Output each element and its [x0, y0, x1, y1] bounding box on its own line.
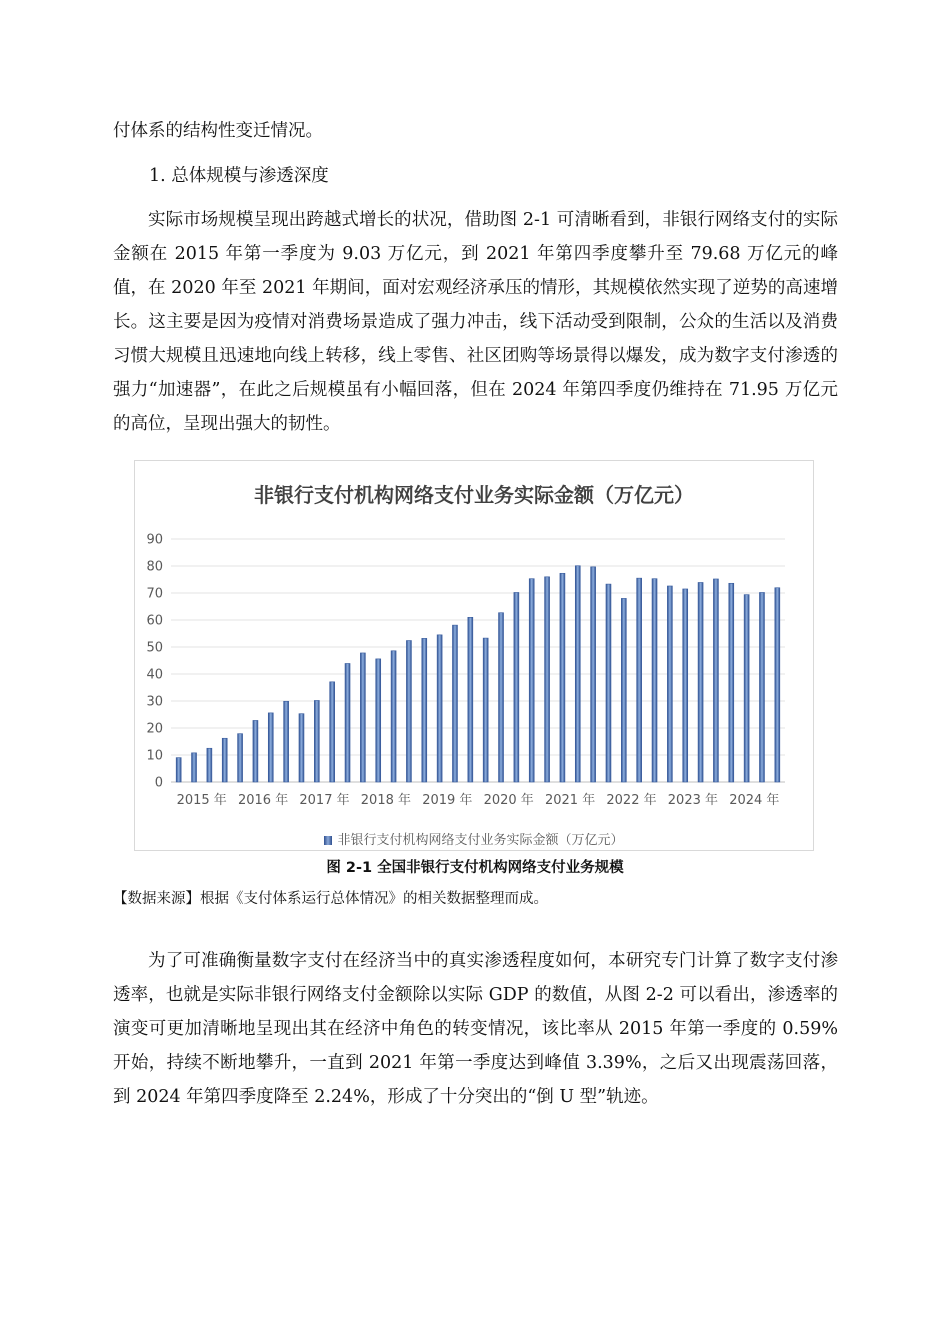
bar	[729, 583, 734, 782]
bar	[468, 617, 473, 782]
x-year-label: 2015 年	[176, 793, 227, 808]
bar	[759, 592, 764, 782]
bar	[192, 753, 197, 782]
bar	[744, 595, 749, 782]
bar	[176, 758, 181, 782]
y-tick-label: 50	[146, 640, 163, 656]
chart-title: 非银行支付机构网络支付业务实际金额（万亿元）	[254, 483, 694, 507]
bar	[207, 748, 212, 782]
chart-container	[134, 460, 814, 851]
figure-caption: 图 2-1 全国非银行支付机构网络支付业务规模	[326, 860, 624, 876]
x-year-label: 2019 年	[422, 793, 473, 808]
body-paragraph-2: 为了可准确衡量数字支付在经济当中的真实渗透程度如何，本研究专门计算了数字支付渗透率，也就是实际非银行网络支付金额除以实际 GDP 的数值，从图 2-2 可以看出，渗透率的演变可更加清晰地呈现出其在经济中角色的转变情况，该比率从 2015 年第一季度的 0.59%开始，持续不断地攀升，一直到 2021 年第一季度达到峰值 3.39%，之后又出现震荡回落，到 2024 年第四季度降至 2.24%，形成了十分突出的“倒 U 型”轨迹。	[113, 951, 838, 1107]
bar	[391, 651, 396, 782]
y-tick-label: 30	[146, 694, 163, 710]
x-year-label: 2021 年	[544, 793, 596, 808]
x-year-label: 2020 年	[483, 793, 534, 808]
legend-label: 非银行支付机构网络支付业务实际金额（万亿元）	[337, 833, 624, 848]
bar	[330, 682, 335, 782]
y-tick-label: 60	[146, 613, 163, 629]
bar	[713, 579, 718, 782]
bar	[360, 653, 365, 782]
y-tick-label: 40	[146, 667, 163, 683]
x-year-label: 2022 年	[606, 793, 657, 808]
bar-chart	[135, 461, 813, 821]
bar	[606, 584, 611, 782]
bar	[652, 579, 657, 782]
bar	[483, 638, 488, 782]
bar	[667, 586, 672, 782]
bar	[406, 641, 411, 782]
bar	[422, 638, 427, 782]
legend-swatch	[324, 836, 332, 845]
bar	[591, 567, 596, 782]
bar	[499, 613, 504, 782]
bar	[437, 635, 442, 782]
y-tick-label: 70	[146, 586, 163, 602]
x-year-label: 2016 年	[237, 793, 289, 808]
body-paragraph-1: 实际市场规模呈现出跨越式增长的状况，借助图 2-1 可清晰看到，非银行网络支付的实际金额在 2015 年第一季度为 9.03 万亿元，到 2021 年第四季度攀升至 79.68 万亿元的峰值，在 2020 年至 2021 年期间，面对宏观经济承压的情形，其规模依然实现了逆势的高速增长。这主要是因为疫情对消费场景造成了强力冲击，线下活动受到限制，公众的生活以及消费习惯大规模且迅速地向线上转移，线上零售、社区团购等场景得以爆发，成为数字支付渗透的强力“加速器”，在此之后规模虽有小幅回落，但在 2024 年第四季度仍维持在 71.95 万亿元的高位，呈现出强大的韧性。	[113, 210, 838, 434]
y-tick-label: 10	[146, 748, 163, 764]
bar	[299, 714, 304, 782]
chart-legend	[135, 829, 813, 848]
y-tick-label: 0	[154, 775, 163, 791]
bar	[621, 598, 626, 782]
bar	[683, 589, 688, 782]
bar	[637, 578, 642, 782]
bar	[775, 588, 780, 782]
bar	[238, 734, 243, 782]
bar	[452, 625, 457, 782]
bar	[345, 663, 350, 782]
bar	[698, 582, 703, 782]
bar	[222, 738, 227, 782]
bar	[376, 659, 381, 782]
y-tick-label: 80	[146, 559, 163, 575]
bar	[514, 592, 519, 782]
y-tick-label: 90	[146, 532, 163, 548]
section-heading: 1. 总体规模与渗透深度	[149, 166, 329, 186]
x-year-label: 2024 年	[729, 793, 780, 808]
bar	[268, 713, 273, 782]
intro-tail-paragraph: 付体系的结构性变迁情况。	[113, 121, 323, 141]
x-year-label: 2017 年	[299, 793, 350, 808]
bar	[253, 720, 258, 782]
bar	[575, 566, 580, 782]
bar	[560, 573, 565, 782]
bar	[284, 701, 289, 782]
bar	[314, 700, 319, 782]
data-source-note: 【数据来源】根据《支付体系运行总体情况》的相关数据整理而成。	[113, 891, 548, 907]
bar	[545, 577, 550, 782]
x-year-label: 2023 年	[667, 793, 719, 808]
bar	[529, 579, 534, 782]
x-year-label: 2018 年	[360, 793, 412, 808]
y-tick-label: 20	[146, 721, 163, 737]
